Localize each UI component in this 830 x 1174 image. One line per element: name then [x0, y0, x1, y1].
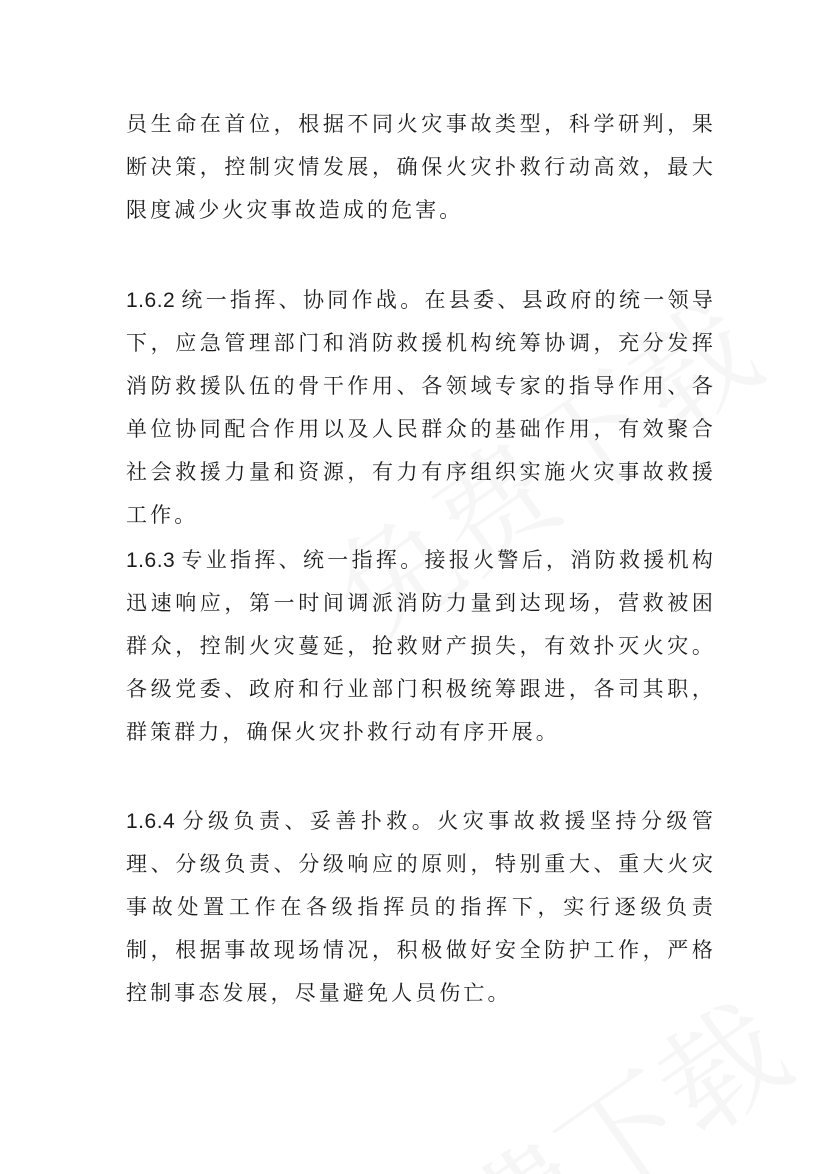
paragraph-1-6-2 [126, 279, 716, 537]
paragraph-text: 员生命在首位，根据不同火灾事故类型，科学研判，果断决策，控制灾情发展，确保火灾扑救行动高效，最大限度减少火灾事故造成的危害。 [126, 112, 716, 222]
section-number: 1.6.3 [126, 549, 176, 572]
section-number: 1.6.4 [126, 810, 176, 833]
paragraph-continuation [126, 103, 716, 232]
paragraph-1-6-3 [126, 539, 716, 754]
paragraph-text: 专业指挥、统一指挥。接报火警后，消防救援机构迅速响应，第一时间调派消防力量到达现场，营救被困群众，控制火灾蔓延，抢救财产损失，有效扑灭火灾。各级党委、政府和行业部门积极统筹跟进，各司其职，群策群力，确保火灾扑救行动有序开展。 [126, 548, 716, 744]
paragraph-1-6-4 [126, 800, 716, 1015]
section-number: 1.6.2 [126, 289, 176, 312]
paragraph-text: 分级负责、妥善扑救。火灾事故救援坚持分级管理、分级负责、分级响应的原则，特别重大、重大火灾事故处置工作在各级指挥员的指挥下，实行逐级负责制，根据事故现场情况，积极做好安全防护工作，严格控制事态发展，尽量避免人员伤亡。 [126, 809, 716, 1005]
paragraph-text: 统一指挥、协同作战。在县委、县政府的统一领导下，应急管理部门和消防救援机构统筹协调，充分发挥消防救援队伍的骨干作用、各领域专家的指导作用、各单位协同配合作用以及人民群众的基础作用，有效聚合社会救援力量和资源，有力有序组织实施火灾事故救援工作。 [126, 288, 716, 527]
